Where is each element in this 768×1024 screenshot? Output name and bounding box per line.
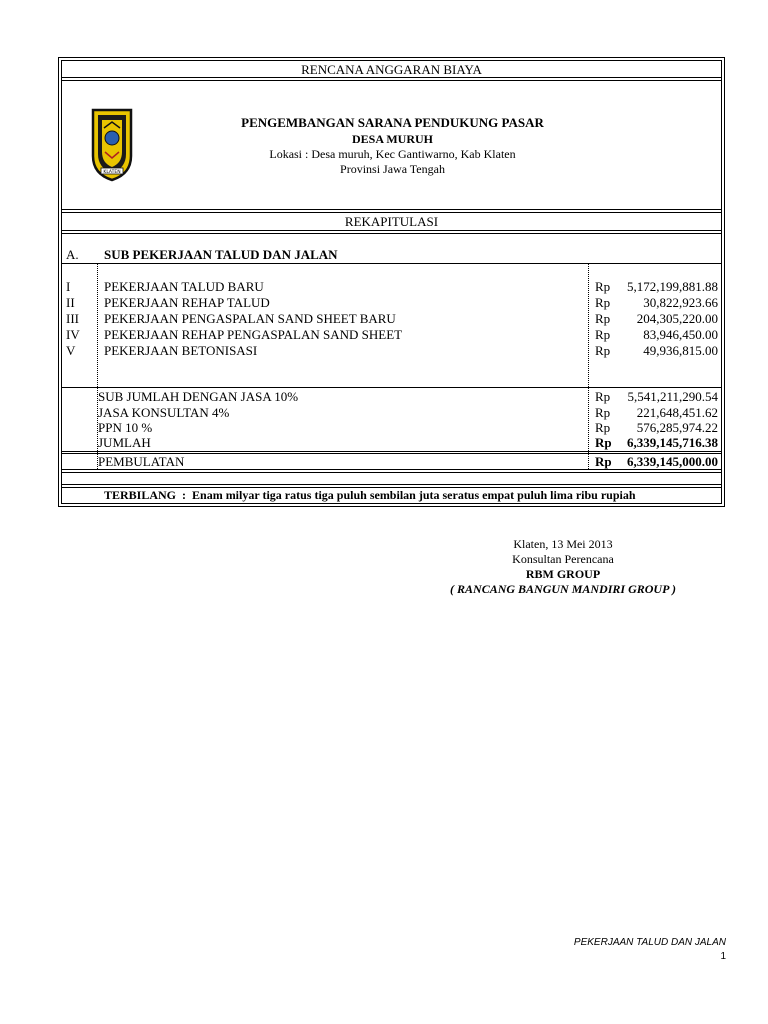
rounding-divider-b — [61, 472, 722, 473]
header-divider-b — [61, 212, 722, 213]
svg-text:KLATEN: KLATEN — [103, 170, 121, 175]
item-amount: 204,305,220.00 — [636, 311, 718, 326]
item-amount: 83,946,450.00 — [643, 327, 718, 342]
total-currency: Rp — [595, 405, 611, 420]
frame-bottom-inner — [61, 503, 722, 504]
item-amount: 49,936,815.00 — [643, 343, 718, 358]
item-currency: Rp — [595, 343, 611, 358]
total-amount: 221,648,451.62 — [636, 405, 718, 420]
frame-right-outer — [724, 57, 725, 507]
terbilang-top-a — [61, 484, 722, 485]
totals-divider-a — [61, 451, 722, 452]
header-divider-a — [61, 209, 722, 210]
signature-company: RBM GROUP — [525, 567, 601, 581]
total-label: SUB JUMLAH DENGAN JASA 10% — [98, 389, 299, 404]
item-no: III — [66, 311, 79, 326]
klaten-crest-logo — [90, 108, 134, 182]
title-divider-b — [61, 80, 722, 81]
total-currency: Rp — [595, 420, 611, 435]
rounding-amount: 6,339,145,000.00 — [627, 454, 718, 469]
location-text: Lokasi : Desa muruh, Kec Gantiwarno, Kab Klaten — [269, 147, 516, 161]
section-divider-a — [61, 230, 722, 231]
frame-left-outer — [58, 57, 59, 507]
title-divider-a — [61, 77, 722, 78]
total-label: PPN 10 % — [98, 420, 153, 435]
total-label: JASA KONSULTAN 4% — [98, 405, 230, 420]
item-currency: Rp — [595, 295, 611, 310]
total-amount: 5,541,211,290.54 — [627, 389, 718, 404]
frame-top-inner — [61, 60, 722, 61]
item-currency: Rp — [595, 311, 611, 326]
item-no: II — [66, 295, 75, 310]
item-currency: Rp — [595, 327, 611, 342]
province-text: Provinsi Jawa Tengah — [340, 162, 445, 176]
sub-title: SUB PEKERJAAN TALUD DAN JALAN — [104, 247, 338, 262]
item-amount: 30,822,923.66 — [643, 295, 718, 310]
item-no: I — [66, 279, 71, 294]
rounding-label: PEMBULATAN — [98, 454, 185, 469]
footer-page-number: 1 — [720, 951, 726, 962]
frame-right-inner — [721, 60, 722, 504]
project-title: PENGEMBANGAN SARANA PENDUKUNG PASAR — [241, 115, 544, 130]
item-name: PEKERJAAN BETONISASI — [104, 343, 258, 358]
total-currency-sum: Rp — [595, 435, 612, 450]
item-name: PEKERJAAN TALUD BARU — [104, 279, 264, 294]
document-title: RENCANA ANGGARAN BIAYA — [301, 62, 482, 77]
frame-bottom-outer — [58, 506, 725, 507]
item-name: PEKERJAAN REHAP PENGASPALAN SAND SHEET — [104, 327, 403, 342]
frame-top-outer — [58, 57, 725, 58]
item-no: IV — [66, 327, 80, 342]
item-name: PEKERJAAN PENGASPALAN SAND SHEET BARU — [104, 311, 396, 326]
signature-role: Konsultan Perencana — [512, 552, 614, 566]
sub-divider — [61, 263, 722, 264]
rounding-currency: Rp — [595, 454, 612, 469]
section-divider-b — [61, 233, 722, 234]
sub-code: A. — [66, 247, 79, 262]
total-amount: 576,285,974.22 — [636, 420, 718, 435]
frame-left-inner — [61, 60, 62, 504]
items-divider — [61, 387, 722, 388]
item-amount: 5,172,199,881.88 — [627, 279, 718, 294]
village-name: DESA MURUH — [351, 132, 433, 146]
total-amount-sum: 6,339,145,716.38 — [627, 435, 718, 450]
item-no: V — [66, 343, 76, 358]
signature-place-date: Klaten, 13 Mei 2013 — [513, 537, 613, 551]
item-name: PEKERJAAN REHAP TALUD — [104, 295, 270, 310]
item-currency: Rp — [595, 279, 611, 294]
signature-company-full: ( RANCANG BANGUN MANDIRI GROUP ) — [450, 582, 676, 596]
section-title: REKAPITULASI — [344, 214, 439, 229]
footer-title: PEKERJAAN TALUD DAN JALAN — [573, 937, 726, 948]
rounding-divider-a — [61, 469, 722, 470]
col-sep-right — [588, 264, 589, 469]
total-currency: Rp — [595, 389, 611, 404]
total-label-sum: JUMLAH — [98, 435, 151, 450]
terbilang-text: TERBILANG : Enam milyar tiga ratus tiga puluh sembilan juta seratus empat puluh lima ribu rupiah — [104, 488, 636, 502]
